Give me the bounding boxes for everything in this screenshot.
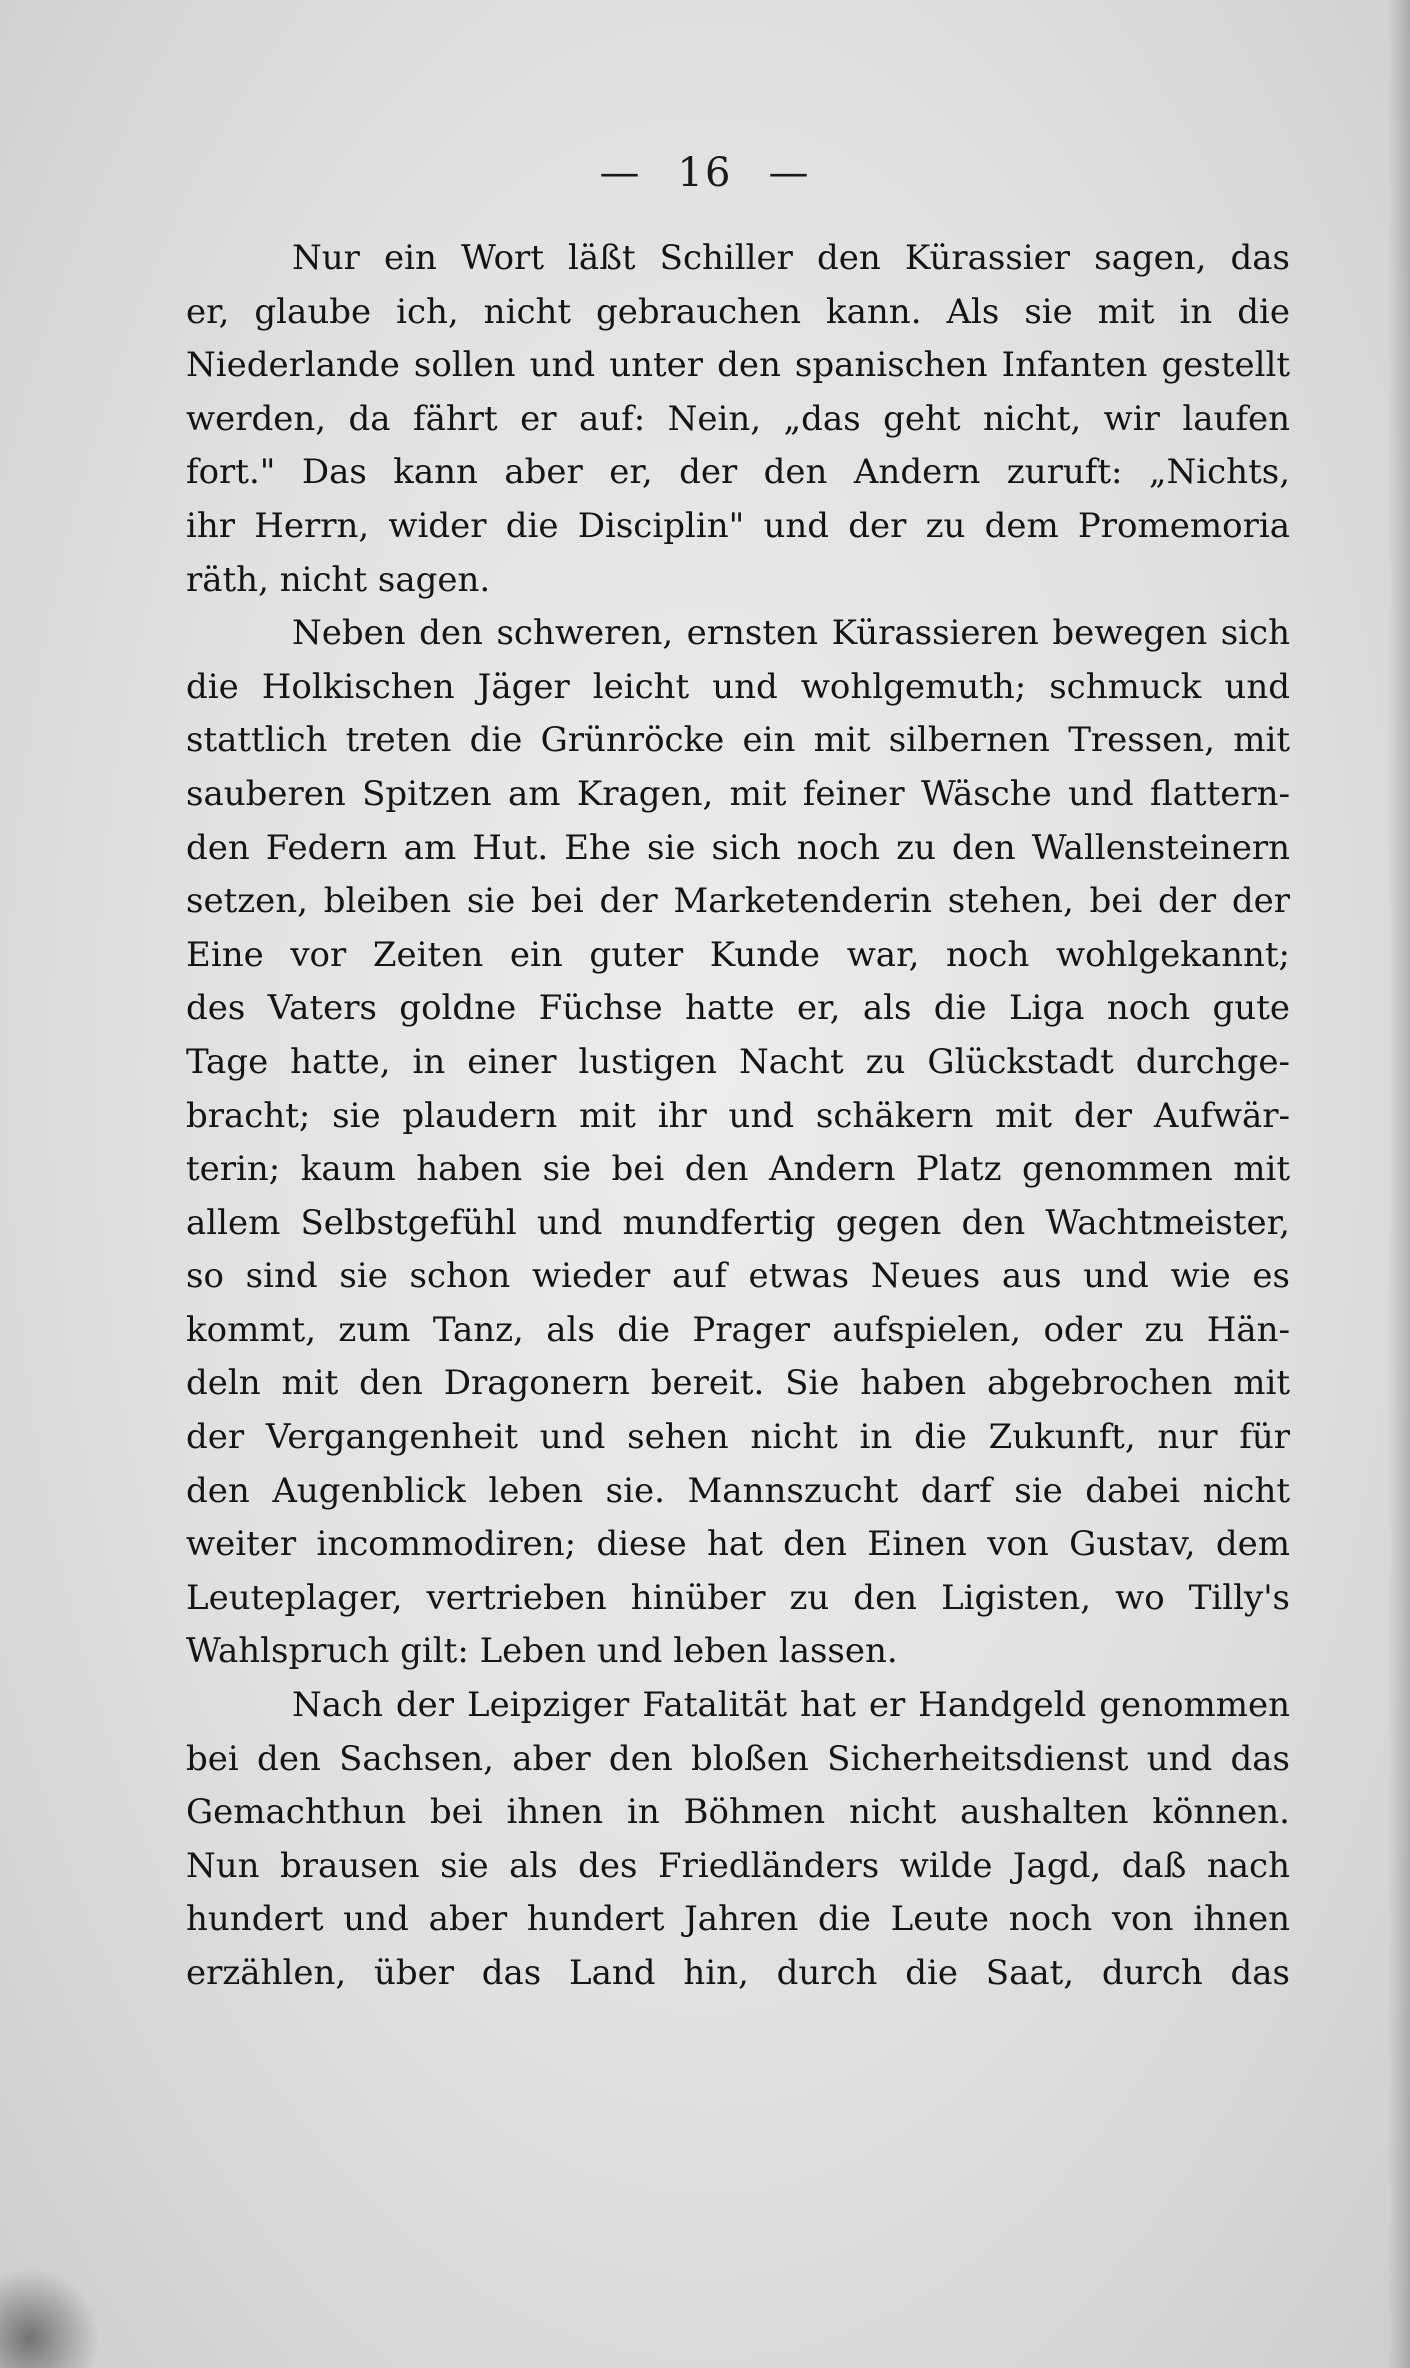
text-line: so sind sie schon wieder auf etwas Neues aus und wie es bbox=[186, 1256, 1290, 1297]
text-line: den Augenblick leben sie. Mannszucht darf sie dabei nicht bbox=[186, 1470, 1290, 1511]
corner-shadow bbox=[0, 2268, 100, 2368]
text-line: Nur ein Wort läßt Schiller den Kürassier sagen, das bbox=[292, 238, 1290, 278]
paragraph-3 bbox=[186, 1679, 1290, 2001]
text-line: sauberen Spitzen am Kragen, mit feiner Wäsche und flattern- bbox=[186, 773, 1290, 814]
text-line: setzen, bleiben sie bei der Marketenderin stehen, bei der der bbox=[186, 881, 1290, 922]
text-line: Nun brausen sie als des Friedländers wilde Jagd, daß nach bbox=[186, 1845, 1290, 1886]
text-line: hundert und aber hundert Jahren die Leute noch von ihnen bbox=[186, 1899, 1290, 1940]
text-line: bracht; sie plaudern mit ihr und schäkern mit der Aufwär- bbox=[186, 1095, 1290, 1136]
text-line: Niederlande sollen und unter den spanischen Infanten gestellt bbox=[186, 345, 1290, 386]
text-line: erzählen, über das Land hin, durch die Saat, durch das bbox=[186, 1953, 1290, 1993]
text-line: er, glaube ich, nicht gebrauchen kann. Als sie mit in die bbox=[186, 291, 1290, 332]
page-edge-shadow bbox=[1388, 0, 1410, 2368]
header-dash-left: — bbox=[599, 150, 642, 196]
text-line: Nach der Leipziger Fatalität hat er Handgeld genommen bbox=[292, 1685, 1290, 1726]
text-line: deln mit den Dragonern bereit. Sie haben abgebrochen mit bbox=[186, 1363, 1290, 1404]
text-line: weiter incommodiren; diese hat den Einen von Gustav, dem bbox=[186, 1524, 1290, 1565]
text-line: fort." Das kann aber er, der den Andern zuruft: „Nichts, bbox=[186, 452, 1290, 493]
page-header bbox=[0, 150, 1410, 196]
text-line: räth, nicht sagen. bbox=[186, 559, 491, 600]
text-line: stattlich treten die Grünröcke ein mit silbernen Tressen, mit bbox=[186, 720, 1290, 761]
text-line: terin; kaum haben sie bei den Andern Platz genommen mit bbox=[186, 1149, 1290, 1190]
body-text bbox=[186, 232, 1290, 2001]
text-line: den Federn am Hut. Ehe sie sich noch zu den Wallensteinern bbox=[186, 827, 1290, 868]
paragraph-1 bbox=[186, 232, 1290, 607]
text-line: kommt, zum Tanz, als die Prager aufspielen, oder zu Hän- bbox=[186, 1309, 1290, 1350]
text-line: die Holkischen Jäger leicht und wohlgemuth; schmuck und bbox=[186, 666, 1290, 707]
text-line: Eine vor Zeiten ein guter Kunde war, noch wohlgekannt; bbox=[186, 934, 1290, 975]
header-dash-right: — bbox=[768, 150, 811, 196]
paragraph-2 bbox=[186, 607, 1290, 1679]
text-line: allem Selbstgefühl und mundfertig gegen den Wachtmeister, bbox=[186, 1202, 1290, 1243]
text-line: bei den Sachsen, aber den bloßen Sicherheitsdienst und das bbox=[186, 1738, 1290, 1779]
text-line: Leuteplager, vertrieben hinüber zu den Ligisten, wo Tilly's bbox=[186, 1577, 1290, 1618]
text-line: Gemachthun bei ihnen in Böhmen nicht aushalten können. bbox=[186, 1792, 1290, 1833]
text-line: ihr Herrn, wider die Disciplin" und der zu dem Promemoria bbox=[186, 505, 1290, 546]
text-line: Tage hatte, in einer lustigen Nacht zu Glückstadt durchge- bbox=[186, 1041, 1290, 1082]
text-line: des Vaters goldne Füchse hatte er, als die Liga noch gute bbox=[186, 988, 1290, 1029]
text-line: Wahlspruch gilt: Leben und leben lassen. bbox=[186, 1631, 898, 1672]
page-number: 16 bbox=[677, 150, 733, 196]
text-line: der Vergangenheit und sehen nicht in die Zukunft, nur für bbox=[186, 1417, 1290, 1458]
text-line: Neben den schweren, ernsten Kürassieren bewegen sich bbox=[292, 613, 1290, 654]
text-line: werden, da fährt er auf: Nein, „das geht nicht, wir laufen bbox=[186, 398, 1290, 439]
